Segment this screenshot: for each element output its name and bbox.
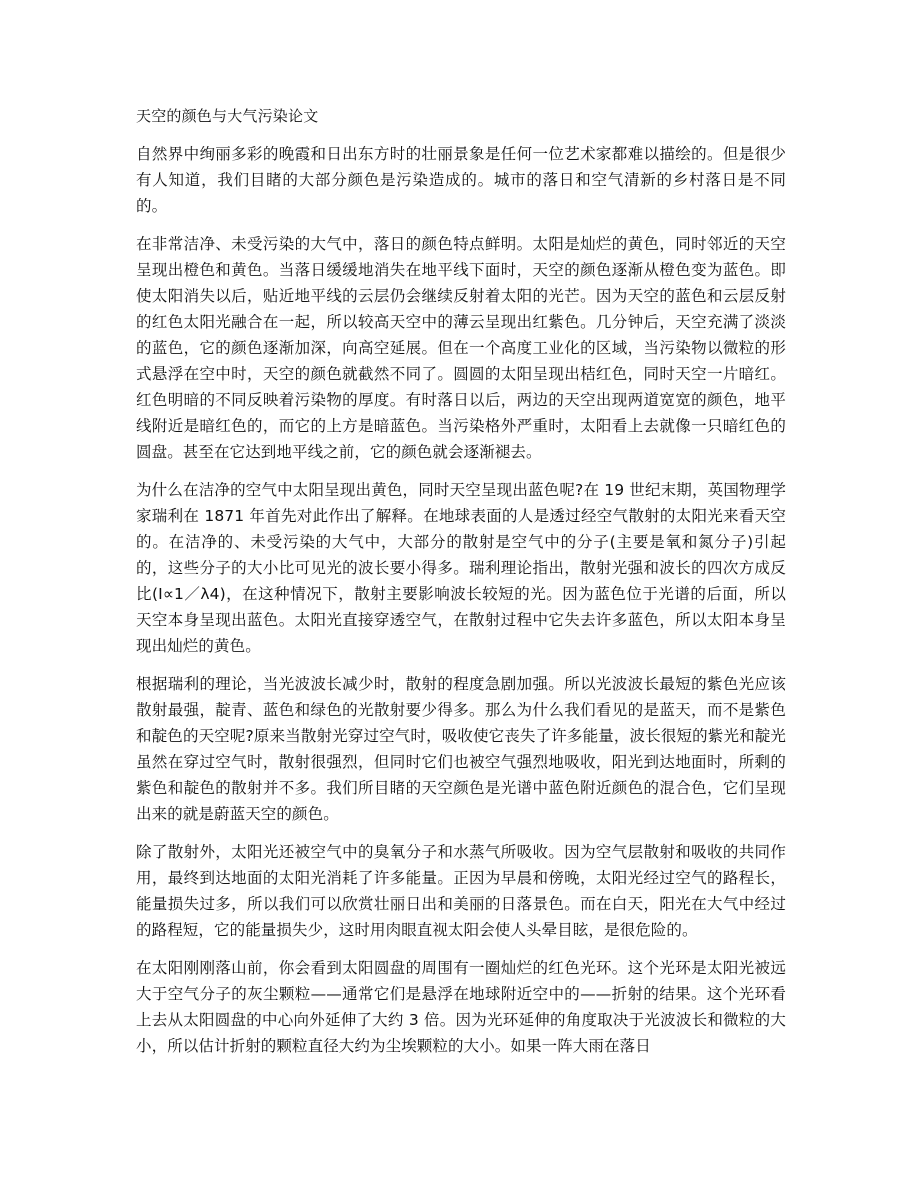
paragraph-2: 在非常洁净、未受污染的大气中，落日的颜色特点鲜明。太阳是灿烂的黄色，同时邻近的天空呈现出橙色和黄色。当落日缓缓地消失在地平线下面时，天空的颜色逐渐从橙色变为蓝色。即使太阳消失以后，贴近地平线的云层仍会继续反射着太阳的光芒。因为天空的蓝色和云层反射的红色太阳光融合在一起，所以较高天空中的薄云呈现出红紫色。几分钟后，天空充满了淡淡的蓝色，它的颜色逐渐加深，向高空延展。但在一个高度工业化的区域，当污染物以微粒的形式悬浮在空中时，天空的颜色就截然不同了。圆圆的太阳呈现出桔红色，同时天空一片暗红。红色明暗的不同反映着污染物的厚度。有时落日以后，两边的天空出现两道宽宽的颜色，地平线附近是暗红色的，而它的上方是暗蓝色。当污染格外严重时，太阳看上去就像一只暗红色的圆盘。甚至在它达到地平线之前，它的颜色就会逐渐褪去。 <box>136 235 786 461</box>
paragraph-6: 在太阳刚刚落山前，你会看到太阳圆盘的周围有一圈灿烂的红色光环。这个光环是太阳光被远大于空气分子的灰尘颗粒——通常它们是悬浮在地球附近空中的——折射的结果。这个光环看上去从太阳圆盘的中心向外延伸了大约 3 倍。因为光环延伸的角度取决于光波波长和微粒的大小，所以估计折射的颗粒直径大约为尘埃颗粒的大小。如果一阵大雨在落日 <box>136 959 786 1055</box>
document-title: 天空的颜色与大气污染论文 <box>136 107 319 125</box>
paragraph-1: 自然界中绚丽多彩的晚霞和日出东方时的壮丽景象是任何一位艺术家都难以描绘的。但是很少有人知道，我们目睹的大部分颜色是污染造成的。城市的落日和空气清新的乡村落日是不同的。 <box>136 145 786 215</box>
paragraph-5: 除了散射外，太阳光还被空气中的臭氧分子和水蒸气所吸收。因为空气层散射和吸收的共同作用，最终到达地面的太阳光消耗了许多能量。正因为早晨和傍晚，太阳光经过空气的路程长，能量损失过多，所以我们可以欣赏壮丽日出和美丽的日落景色。而在白天，阳光在大气中经过的路程短，它的能量损失少，这时用肉眼直视太阳会使人头晕目眩，是很危险的。 <box>136 843 786 939</box>
paragraph-4: 根据瑞利的理论，当光波波长减少时，散射的程度急剧加强。所以光波波长最短的紫色光应该散射最强，靛青、蓝色和绿色的光散射要少得多。那么为什么我们看见的是蓝天，而不是紫色和靛色的天空呢?原来当散射光穿过空气时，吸收使它丧失了许多能量，波长很短的紫光和靛光虽然在穿过空气时，散射很强烈，但同时它们也被空气强烈地吸收，阳光到达地面时，所剩的紫色和靛色的散射并不多。我们所目睹的天空颜色是光谱中蓝色附近颜色的混合色，它们呈现出来的就是蔚蓝天空的颜色。 <box>136 675 786 823</box>
document-page <box>136 103 786 1071</box>
paragraph-3: 为什么在洁净的空气中太阳呈现出黄色，同时天空呈现出蓝色呢?在 19 世纪末期，英国物理学家瑞利在 1871 年首先对此作出了解释。在地球表面的人是透过经空气散射的太阳光来看天空的。在洁净的、未受污染的大气中，大部分的散射是空气中的分子(主要是氧和氮分子)引起的，这些分子的大小比可见光的波长要小得多。瑞利理论指出，散射光强和波长的四次方成反比(I∝1／λ4)，在这种情况下，散射主要影响波长较短的光。因为蓝色位于光谱的后面，所以天空本身呈现出蓝色。太阳光直接穿透空气，在散射过程中它失去许多蓝色，所以太阳本身呈现出灿烂的黄色。 <box>136 481 786 655</box>
